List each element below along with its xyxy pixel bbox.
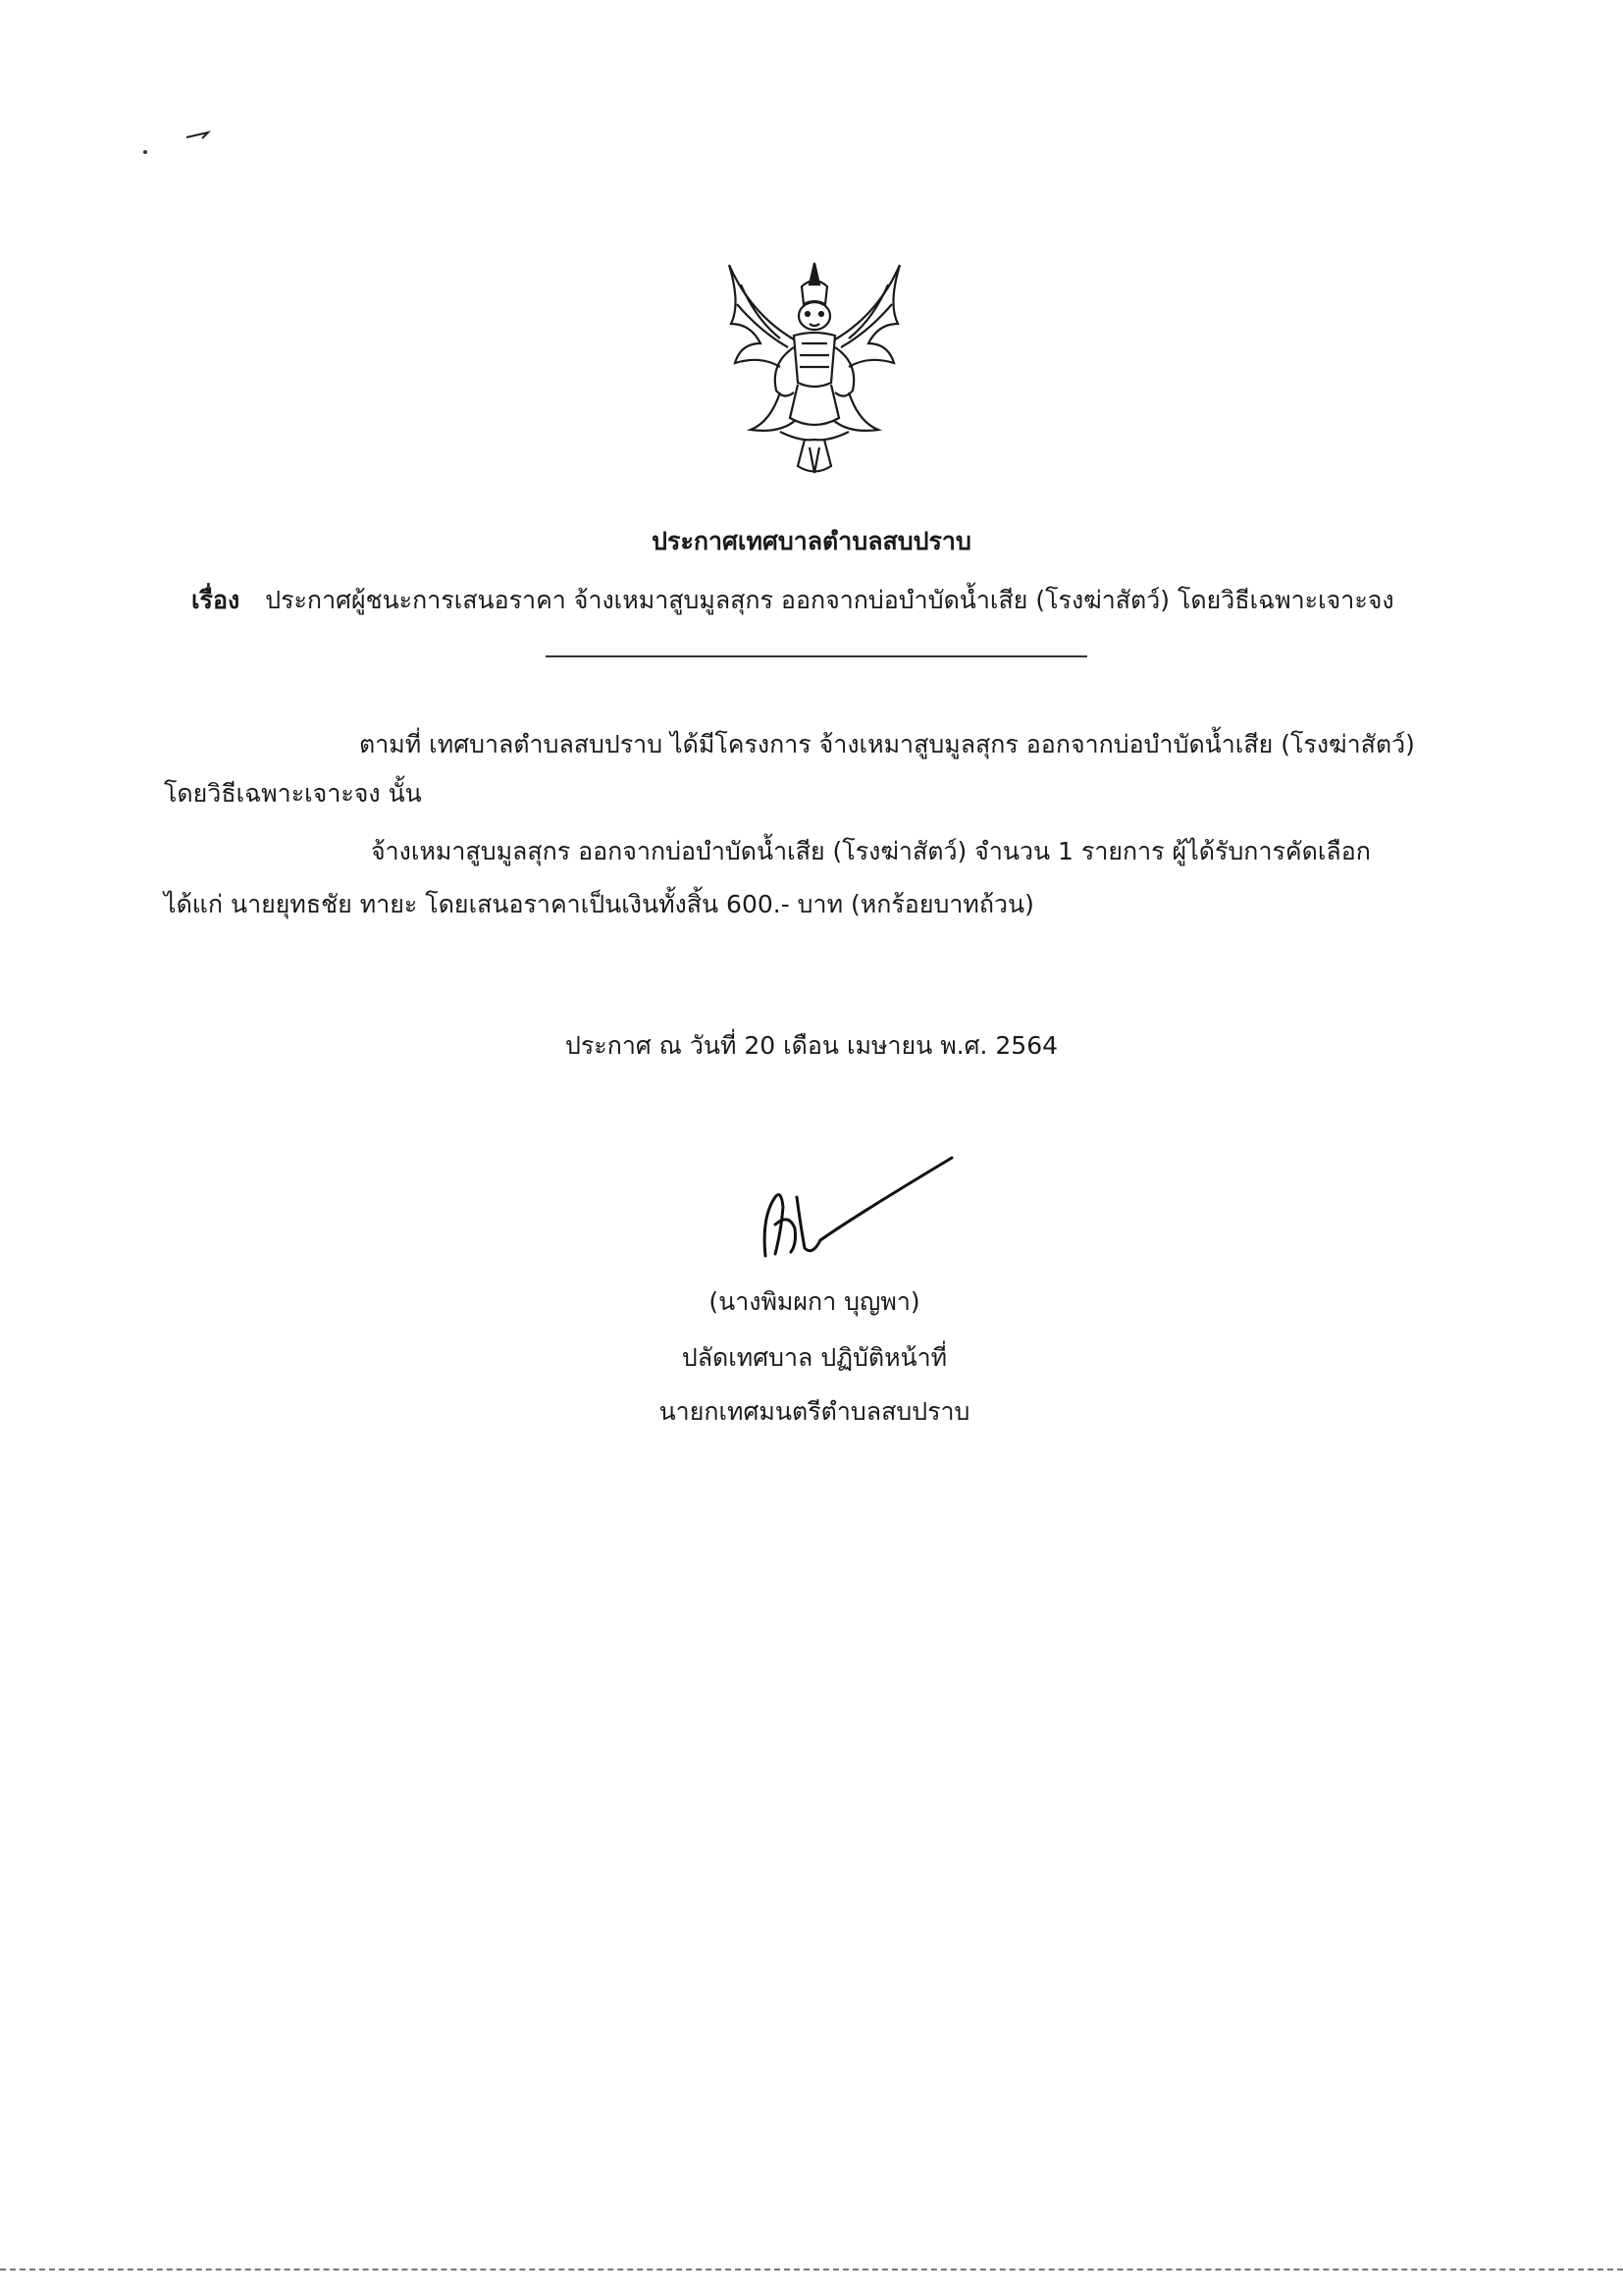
subject-text: ประกาศผู้ชนะการเสนอราคา จ้างเหมาสูบมูลสุกร ออกจากบ่อบำบัดน้ำเสีย (โรงฆ่าสัตว์) โดยวิธีเฉพาะเจาะจง: [265, 586, 1394, 614]
signer-position-2: นายกเทศมนตรีตำบลสบปราบ: [658, 1397, 970, 1426]
title-divider: [546, 655, 1087, 657]
signer-position-1: ปลัดเทศบาล ปฏิบัติหน้าที่: [681, 1343, 948, 1372]
subject-label: เรื่อง: [191, 586, 240, 614]
signer-name: (นางพิมผกา บุญพา): [708, 1287, 920, 1316]
paragraph-2-line-1: จ้างเหมาสูบมูลสุกร ออกจากบ่อบำบัดน้ำเสีย (โรงฆ่าสัตว์) จำนวน 1 รายการ ผู้ได้รับการคัดเลือก: [371, 837, 1371, 865]
paragraph-1-line-2: โดยวิธีเฉพาะเจาะจง นั้น: [164, 779, 422, 808]
announcement-date: ประกาศ ณ วันที่ 20 เดือน เมษายน พ.ศ. 2564: [564, 1031, 1059, 1060]
scan-mark-top-left: [137, 123, 216, 162]
announcement-title: ประกาศเทศบาลตำบลสบปราบ: [652, 527, 971, 555]
page-bottom-scan-edge: [0, 2269, 1623, 2270]
handwritten-signature: [746, 1138, 971, 1276]
subject-line: [191, 584, 1467, 617]
paragraph-2-line-2: ได้แก่ นายยุทธชัย ทายะ โดยเสนอราคาเป็นเงินทั้งสิ้น 600.- บาท (หกร้อยบาทถ้วน): [164, 890, 1034, 918]
garuda-emblem-icon: [711, 245, 917, 481]
paragraph-1-line-1: ตามที่ เทศบาลตำบลสบปราบ ได้มีโครงการ จ้างเหมาสูบมูลสุกร ออกจากบ่อบำบัดน้ำเสีย (โรงฆ่าสัตว์): [359, 730, 1415, 758]
